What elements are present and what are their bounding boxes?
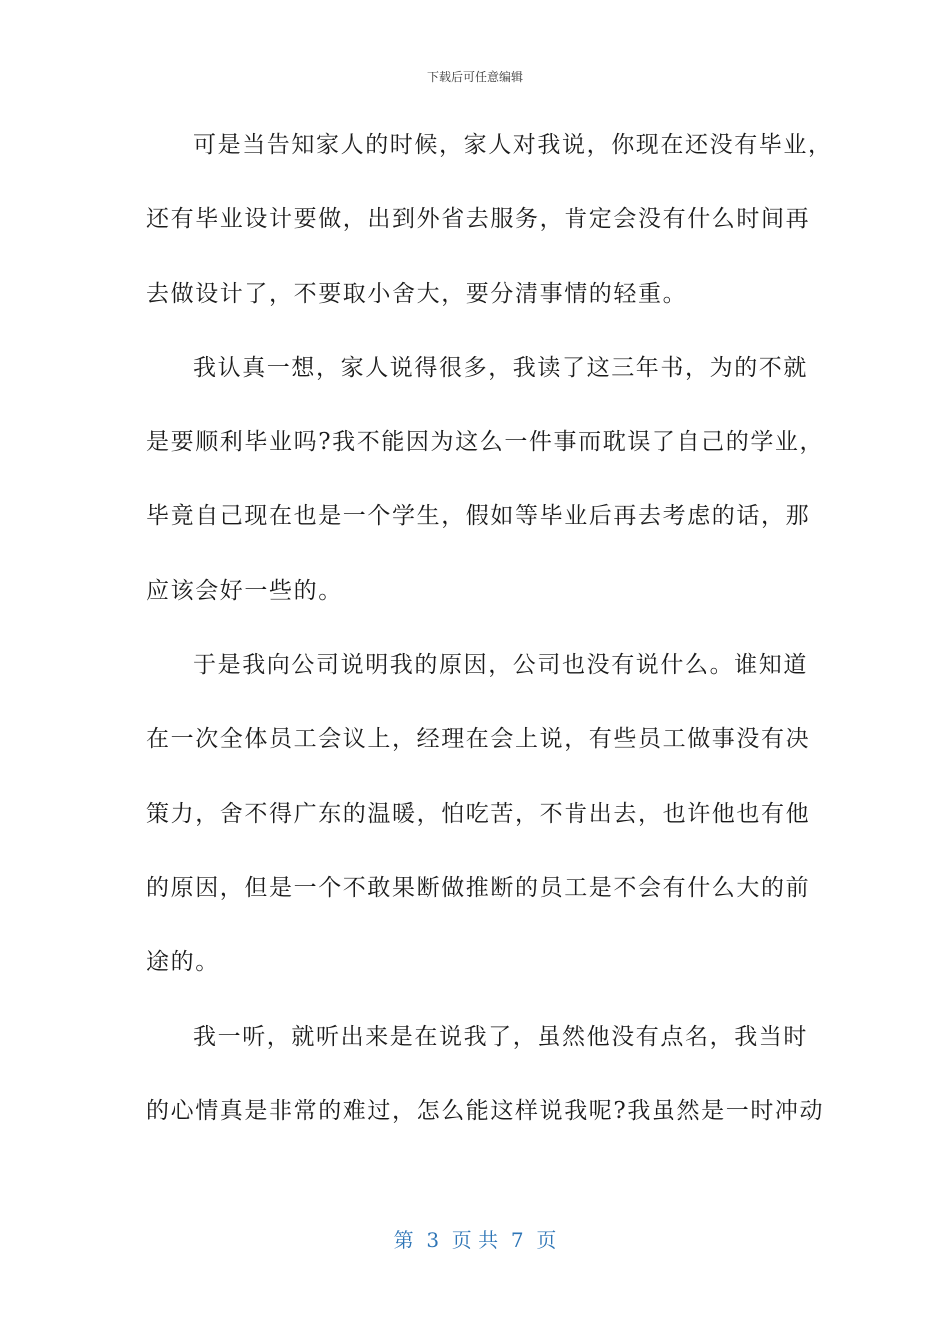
paragraph-line: 我一听，就听出来是在说我了，虽然他没有点名，我当时 — [193, 1023, 808, 1050]
page-number-footer: 第 3 页 共 7 页 — [393, 1228, 557, 1252]
paragraph-line: 途的。 — [146, 949, 220, 976]
paragraph-line: 是要顺利毕业吗?我不能因为这么一件事而耽误了自己的学业， — [146, 429, 825, 456]
paragraph-line: 策力，舍不得广东的温暖，怕吃苦，不肯出去，也许他也有他 — [146, 800, 811, 827]
paragraph-line: 应该会好一些的。 — [146, 577, 343, 604]
paragraph-line: 我认真一想，家人说得很多，我读了这三年书，为的不就 — [193, 354, 808, 381]
paragraph-line: 于是我向公司说明我的原因，公司也没有说什么。谁知道 — [193, 652, 808, 679]
paragraph-line: 在一次全体员工会议上，经理在会上说，有些员工做事没有决 — [146, 726, 811, 753]
paragraph-line: 的原因，但是一个不敢果断做推断的员工是不会有什么大的前 — [146, 874, 811, 901]
paragraph-line: 去做设计了，不要取小舍大，要分清事情的轻重。 — [146, 280, 688, 307]
page-header-note: 下载后可任意编辑 — [426, 70, 523, 84]
paragraph-line: 还有毕业设计要做，出到外省去服务，肯定会没有什么时间再 — [146, 206, 811, 233]
paragraph-line: 的心情真是非常的难过，怎么能这样说我呢?我虽然是一时冲动 — [146, 1097, 825, 1124]
document-body — [146, 121, 833, 1161]
paragraph-line: 毕竟自己现在也是一个学生，假如等毕业后再去考虑的话，那 — [146, 503, 811, 530]
paragraph-line: 可是当告知家人的时候，家人对我说，你现在还没有毕业， — [193, 132, 833, 158]
